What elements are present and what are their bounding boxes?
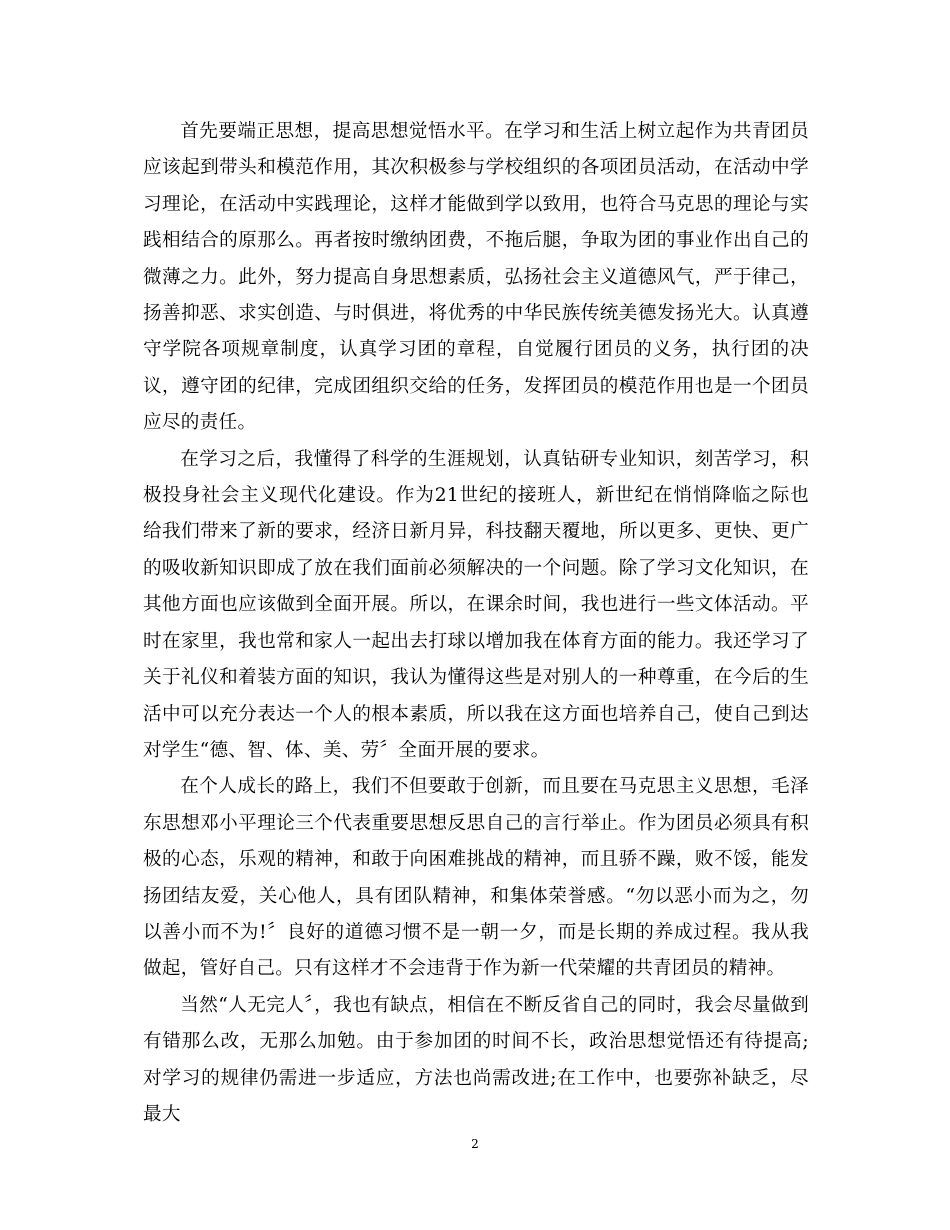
paragraph: 首先要端正思想，提高思想觉悟水平。在学习和生活上树立起作为共青团员应该起到带头和模范作用，其次积极参与学校组织的各项团员活动，在活动中学习理论，在活动中实践理论，这样才能做到学以致用，也符合马克思的理论与实践相结合的原那么。再者按时缴纳团费，不拖后腿，争取为团的事业作出自己的微薄之力。此外，努力提高自身思想素质，弘扬社会主义道德风气，严于律己，扬善抑恶、求实创造、与时俱进，将优秀的中华民族传统美德发扬光大。认真遵守学院各项规章制度，认真学习团的章程，自觉履行团员的义务，执行团的决议，遵守团的纪律，完成团组织交给的任务，发挥团员的模范作用也是一个团员应尽的责任。 xyxy=(143,121,809,434)
paragraph: 在学习之后，我懂得了科学的生涯规划，认真钻研专业知识，刻苦学习，积极投身社会主义现代化建设。作为21世纪的接班人，新世纪在悄悄降临之际也给我们带来了新的要求，经济日新月异，科技翻天覆地，所以更多、更快、更广的吸收新知识即成了放在我们面前必须解决的一个问题。除了学习文化知识，在其他方面也应该做到全面开展。所以，在课余时间，我也进行一些文体活动。平时在家里，我也常和家人一起出去打球以增加我在体育方面的能力。我还学习了关于礼仪和着装方面的知识，我认为懂得这些是对别人的一种尊重，在今后的生活中可以充分表达一个人的根本素质，所以我在这方面也培养自己，使自己到达对学生“德、智、体、美、劳〞全面开展的要求。 xyxy=(143,448,809,761)
paragraph: 在个人成长的路上，我们不但要敢于创新，而且要在马克思主义思想，毛泽东思想邓小平理论三个代表重要思想反思自己的言行举止。作为团员必须具有积极的心态，乐观的精神，和敢于向困难挑战的精神，而且骄不躁，败不馁，能发扬团结友爱，关心他人，具有团队精神，和集体荣誉感。“勿以恶小而为之，勿以善小而不为!〞良好的道德习惯不是一朝一夕，而是长期的养成过程。我从我做起，管好自己。只有这样才不会违背于作为新一代荣耀的共青团员的精神。 xyxy=(143,776,809,980)
paragraph: 当然“人无完人〞，我也有缺点，相信在不断反省自己的同时，我会尽量做到有错那么改，无那么加勉。由于参加团的时间不长，政治思想觉悟还有待提高;对学习的规律仍需进一步适应，方法也尚需改进;在工作中，也要弥补缺乏，尽最大 xyxy=(143,994,809,1125)
document-body xyxy=(143,114,809,1133)
page-number: 2 xyxy=(471,1137,479,1151)
